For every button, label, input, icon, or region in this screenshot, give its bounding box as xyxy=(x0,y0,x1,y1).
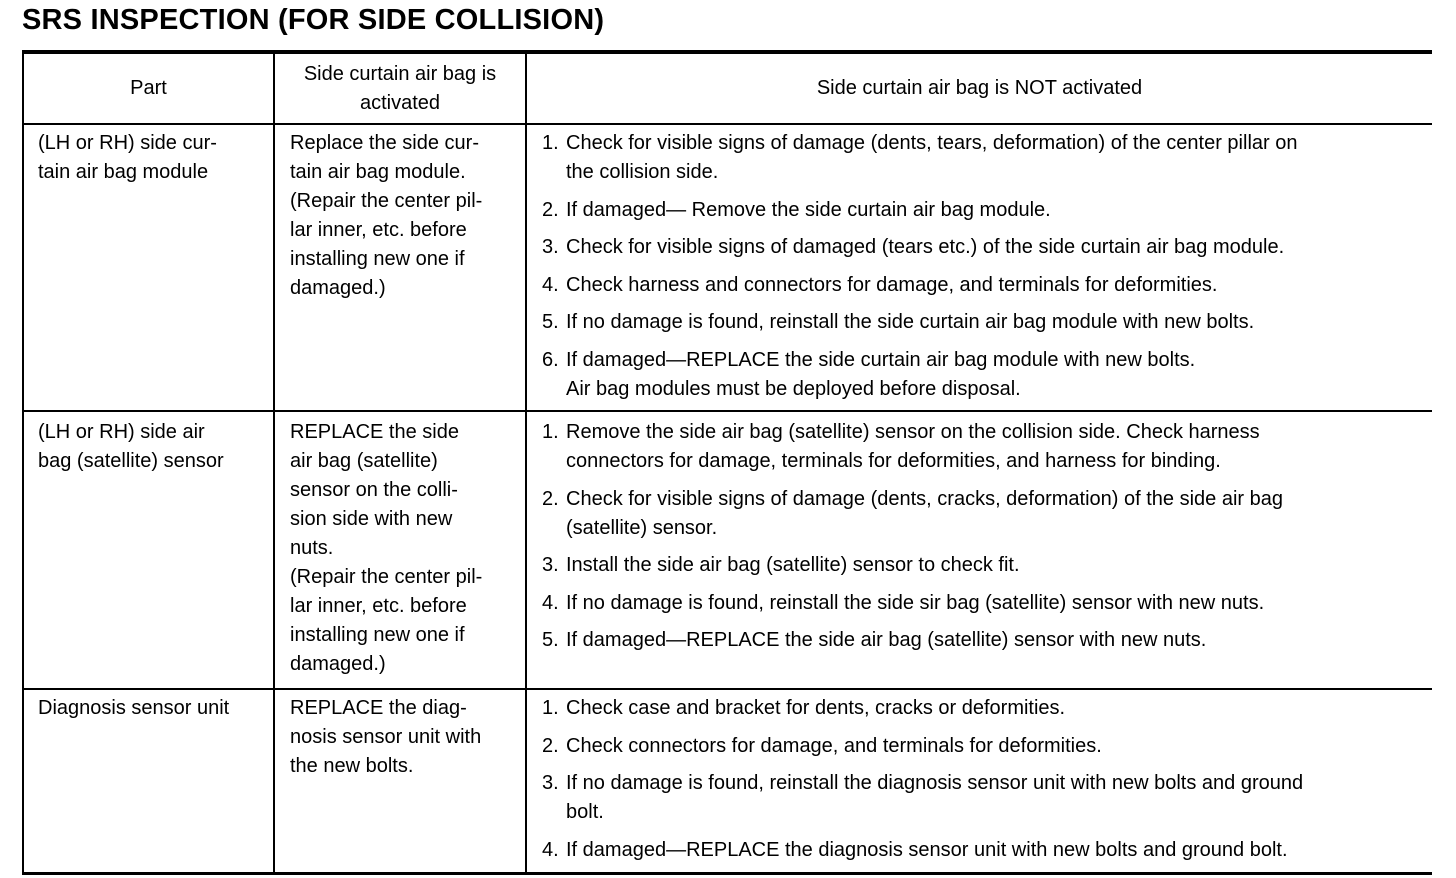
row-3-steps xyxy=(542,694,1432,873)
header-activated: Side curtain air bag is activated xyxy=(303,62,497,114)
list-item xyxy=(542,836,1432,865)
list-item xyxy=(542,233,1432,262)
list-item xyxy=(542,485,1432,543)
row-2-part: (LH or RH) side air bag (satellite) sensor xyxy=(38,421,224,472)
list-item xyxy=(542,694,1432,723)
list-item xyxy=(542,589,1432,618)
step-text: Check for visible signs of damage (dents, cracks, deformation) of the side air bag (satellite) sensor. xyxy=(566,487,1284,539)
list-item xyxy=(542,626,1432,655)
step-text: Install the side air bag (satellite) sensor to check fit. xyxy=(566,554,1020,576)
table-left-border xyxy=(22,52,24,874)
row-divider-2 xyxy=(22,688,1432,690)
step-number: 1. xyxy=(542,132,559,154)
step-text: If damaged— Remove the side curtain air bag module. xyxy=(566,198,1051,221)
header-part: Part xyxy=(130,77,167,99)
step-text: Remove the side air bag (satellite) sensor on the collision side. Check harness connectors for damage, terminals for deformities, and harness for binding. xyxy=(566,421,1260,472)
step-number: 5. xyxy=(542,311,559,333)
row-3-activated: REPLACE the diag- nosis sensor unit with the new bolts. xyxy=(290,697,482,777)
list-item xyxy=(542,271,1432,300)
row-1-activated: Replace the side cur- tain air bag module. (Repair the center pil- lar inner, etc. before installing new one if damaged.) xyxy=(290,132,483,299)
header-divider xyxy=(22,123,1432,125)
step-text: If no damage is found, reinstall the diagnosis sensor unit with new bolts and ground bolt. xyxy=(566,772,1304,823)
list-item xyxy=(542,129,1432,187)
step-number: 2. xyxy=(542,198,559,221)
column-divider-2 xyxy=(525,52,527,874)
header-not-activated: Side curtain air bag is NOT activated xyxy=(816,77,1143,99)
column-divider-1 xyxy=(273,52,275,874)
list-item xyxy=(542,551,1432,580)
row-1-part: (LH or RH) side cur- tain air bag module xyxy=(38,132,217,183)
step-number: 4. xyxy=(542,591,559,614)
step-number: 2. xyxy=(542,487,559,510)
list-item xyxy=(542,732,1432,761)
step-number: 4. xyxy=(542,273,559,296)
list-item xyxy=(542,769,1432,827)
step-text: Check for visible signs of damaged (tears etc.) of the side curtain air bag module. xyxy=(566,236,1285,258)
list-item xyxy=(542,418,1432,476)
row-1-steps xyxy=(542,129,1432,412)
row-2-steps xyxy=(542,418,1432,664)
row-2-activated: REPLACE the side air bag (satellite) sensor on the colli- sion side with new nuts. (Repair the center pil- lar inner, etc. before installing new one if damaged.) xyxy=(290,421,483,675)
step-number: 3. xyxy=(542,236,559,258)
step-text: If damaged—REPLACE the diagnosis sensor unit with new bolts and ground bolt. xyxy=(566,838,1288,861)
step-text: If no damage is found, reinstall the side sir bag (satellite) sensor with new nuts. xyxy=(566,591,1265,614)
step-number: 1. xyxy=(542,421,559,443)
step-text: If damaged—REPLACE the side curtain air bag module with new bolts. Air bag modules must be deployed before disposal. xyxy=(566,348,1196,400)
row-3-part: Diagnosis sensor unit xyxy=(38,697,230,719)
step-text: Check connectors for damage, and terminals for deformities. xyxy=(566,734,1102,757)
step-text: Check case and bracket for dents, cracks or deformities. xyxy=(566,697,1066,719)
step-number: 5. xyxy=(542,629,559,651)
step-number: 3. xyxy=(542,772,559,794)
step-text: If no damage is found, reinstall the side curtain air bag module with new bolts. xyxy=(566,311,1255,333)
step-text: Check for visible signs of damage (dents, tears, deformation) of the center pillar on the collision side. xyxy=(566,132,1298,183)
list-item xyxy=(542,346,1432,404)
step-text: If damaged—REPLACE the side air bag (satellite) sensor with new nuts. xyxy=(566,629,1207,651)
step-number: 1. xyxy=(542,697,559,719)
list-item xyxy=(542,196,1432,225)
page-title: SRS INSPECTION (FOR SIDE COLLISION) xyxy=(22,4,605,36)
step-number: 4. xyxy=(542,838,559,861)
list-item xyxy=(542,308,1432,337)
step-number: 6. xyxy=(542,348,559,371)
step-number: 2. xyxy=(542,734,559,757)
step-number: 3. xyxy=(542,554,559,576)
step-text: Check harness and connectors for damage, and terminals for deformities. xyxy=(566,273,1218,296)
